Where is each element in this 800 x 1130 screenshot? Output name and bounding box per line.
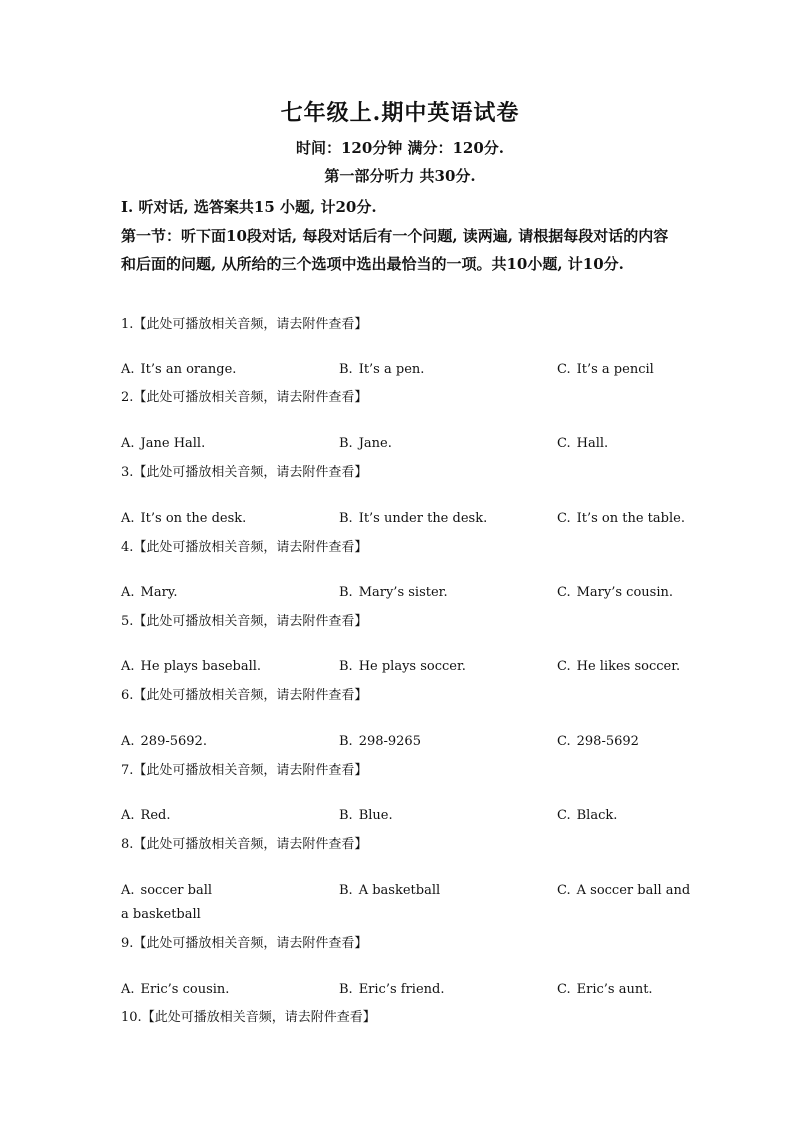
option-letter: C. <box>557 436 571 451</box>
option-a[interactable] <box>121 982 229 997</box>
question-6 <box>121 684 721 703</box>
option-a[interactable] <box>121 362 236 377</box>
option-b[interactable] <box>339 659 466 674</box>
option-text: Eric’s friend. <box>358 982 445 997</box>
question-number: 4. <box>121 540 134 555</box>
option-text: It’s on the desk. <box>140 511 247 526</box>
option-letter: C. <box>557 362 571 377</box>
question-3 <box>121 461 721 480</box>
option-text: He plays baseball. <box>140 659 262 674</box>
option-letter: C. <box>557 883 571 898</box>
option-text: He plays soccer. <box>358 659 466 674</box>
option-text: Jane Hall. <box>140 436 206 451</box>
option-text: Eric’s cousin. <box>140 982 230 997</box>
option-letter: B. <box>339 734 353 749</box>
option-c-continuation: a basketball <box>121 907 201 922</box>
option-letter: C. <box>557 808 571 823</box>
question-1 <box>121 313 721 332</box>
question-9-options <box>121 982 681 1002</box>
audio-prompt[interactable]: 【此处可播放相关音频，请去附件查看】 <box>133 688 368 703</box>
question-6-options <box>121 734 681 754</box>
exam-part-line: 第一部分听力 共30分. <box>324 167 476 185</box>
option-a[interactable] <box>121 734 207 749</box>
question-number: 7. <box>121 763 134 778</box>
option-text: Jane. <box>358 436 392 451</box>
audio-prompt[interactable]: 【此处可播放相关音频，请去附件查看】 <box>133 317 368 332</box>
question-number: 8. <box>121 837 134 852</box>
audio-prompt[interactable]: 【此处可播放相关音频，请去附件查看】 <box>133 614 368 629</box>
option-letter: A. <box>121 511 135 526</box>
option-letter: B. <box>339 883 353 898</box>
option-b[interactable] <box>339 585 448 600</box>
option-c[interactable] <box>557 436 608 451</box>
question-number: 1. <box>121 317 134 332</box>
option-text: A basketball <box>358 883 441 898</box>
option-text: Mary. <box>140 585 178 600</box>
option-a[interactable] <box>121 883 212 898</box>
option-letter: A. <box>121 585 135 600</box>
section-heading: I. 听对话, 选答案共15 小题, 计20分. <box>121 198 377 216</box>
question-number: 5. <box>121 614 134 629</box>
option-text: soccer ball <box>140 883 213 898</box>
option-text: A soccer ball and <box>576 883 691 898</box>
question-7-options <box>121 808 681 828</box>
option-letter: C. <box>557 982 571 997</box>
question-9 <box>121 932 721 951</box>
option-letter: B. <box>339 982 353 997</box>
option-b[interactable] <box>339 362 424 377</box>
option-a[interactable] <box>121 511 246 526</box>
option-text: It’s on the table. <box>576 511 685 526</box>
option-text: Hall. <box>576 436 609 451</box>
option-text: 298-9265 <box>358 734 421 749</box>
option-letter: B. <box>339 659 353 674</box>
option-a[interactable] <box>121 659 261 674</box>
exam-time-line: 时间：120分钟 满分：120分. <box>295 139 505 157</box>
question-10 <box>121 1006 721 1025</box>
option-c[interactable] <box>557 734 639 749</box>
option-c[interactable] <box>557 659 680 674</box>
question-4-options <box>121 585 681 605</box>
option-text: Blue. <box>358 808 393 823</box>
option-letter: A. <box>121 659 135 674</box>
option-b[interactable] <box>339 734 421 749</box>
option-b[interactable] <box>339 883 440 898</box>
question-5 <box>121 610 721 629</box>
option-text: Mary’s cousin. <box>576 585 673 600</box>
option-letter: A. <box>121 982 135 997</box>
option-letter: B. <box>339 436 353 451</box>
audio-prompt[interactable]: 【此处可播放相关音频，请去附件查看】 <box>133 540 368 555</box>
option-text: It’s an orange. <box>140 362 237 377</box>
question-2 <box>121 386 721 405</box>
question-5-options <box>121 659 681 679</box>
option-letter: A. <box>121 808 135 823</box>
question-2-options <box>121 436 681 456</box>
option-letter: C. <box>557 511 571 526</box>
question-3-options <box>121 511 685 531</box>
option-text: Red. <box>140 808 171 823</box>
option-b[interactable] <box>339 808 393 823</box>
option-letter: A. <box>121 362 135 377</box>
audio-prompt[interactable]: 【此处可播放相关音频，请去附件查看】 <box>133 763 368 778</box>
option-text: Black. <box>576 808 618 823</box>
audio-prompt[interactable]: 【此处可播放相关音频，请去附件查看】 <box>141 1010 376 1025</box>
option-c[interactable] <box>557 585 673 600</box>
option-a[interactable] <box>121 808 170 823</box>
option-a[interactable] <box>121 436 205 451</box>
option-text: It’s a pen. <box>358 362 425 377</box>
audio-prompt[interactable]: 【此处可播放相关音频，请去附件查看】 <box>133 837 368 852</box>
option-c[interactable] <box>557 883 690 898</box>
option-letter: A. <box>121 734 135 749</box>
option-c[interactable] <box>557 511 685 526</box>
option-b[interactable] <box>339 511 487 526</box>
question-8-options <box>121 883 691 903</box>
option-text: It’s under the desk. <box>358 511 488 526</box>
question-number: 2. <box>121 390 134 405</box>
option-text: Mary’s sister. <box>358 585 448 600</box>
option-text: It’s a pencil <box>576 362 654 377</box>
option-a[interactable] <box>121 585 178 600</box>
option-letter: B. <box>339 808 353 823</box>
question-number: 10. <box>121 1010 142 1025</box>
option-c[interactable] <box>557 808 617 823</box>
option-letter: C. <box>557 659 571 674</box>
option-letter: C. <box>557 585 571 600</box>
exam-title: 七年级上.期中英语试卷 <box>280 100 520 126</box>
question-number: 3. <box>121 465 134 480</box>
question-number: 6. <box>121 688 134 703</box>
question-8 <box>121 833 721 852</box>
option-text: Eric’s aunt. <box>576 982 653 997</box>
audio-prompt[interactable]: 【此处可播放相关音频，请去附件查看】 <box>133 936 368 951</box>
option-letter: B. <box>339 511 353 526</box>
option-c[interactable] <box>557 362 654 377</box>
audio-prompt[interactable]: 【此处可播放相关音频，请去附件查看】 <box>133 465 368 480</box>
option-b[interactable] <box>339 436 392 451</box>
option-text: He likes soccer. <box>576 659 681 674</box>
option-letter: A. <box>121 883 135 898</box>
question-4 <box>121 536 721 555</box>
option-c[interactable] <box>557 982 653 997</box>
question-1-options <box>121 362 681 382</box>
option-b[interactable] <box>339 982 444 997</box>
question-number: 9. <box>121 936 134 951</box>
audio-prompt[interactable]: 【此处可播放相关音频，请去附件查看】 <box>133 390 368 405</box>
option-text: 289-5692. <box>140 734 207 749</box>
option-letter: B. <box>339 585 353 600</box>
option-letter: B. <box>339 362 353 377</box>
question-7 <box>121 759 721 778</box>
option-letter: C. <box>557 734 571 749</box>
option-letter: A. <box>121 436 135 451</box>
section-instructions: 第一节：听下面10段对话, 每段对话后有一个问题, 读两遍, 请根据每段对话的内容和后面的问题, 从所给的三个选项中选出最恰当的一项。共10小题, 计10分. <box>121 227 669 273</box>
option-text: 298-5692 <box>576 734 639 749</box>
